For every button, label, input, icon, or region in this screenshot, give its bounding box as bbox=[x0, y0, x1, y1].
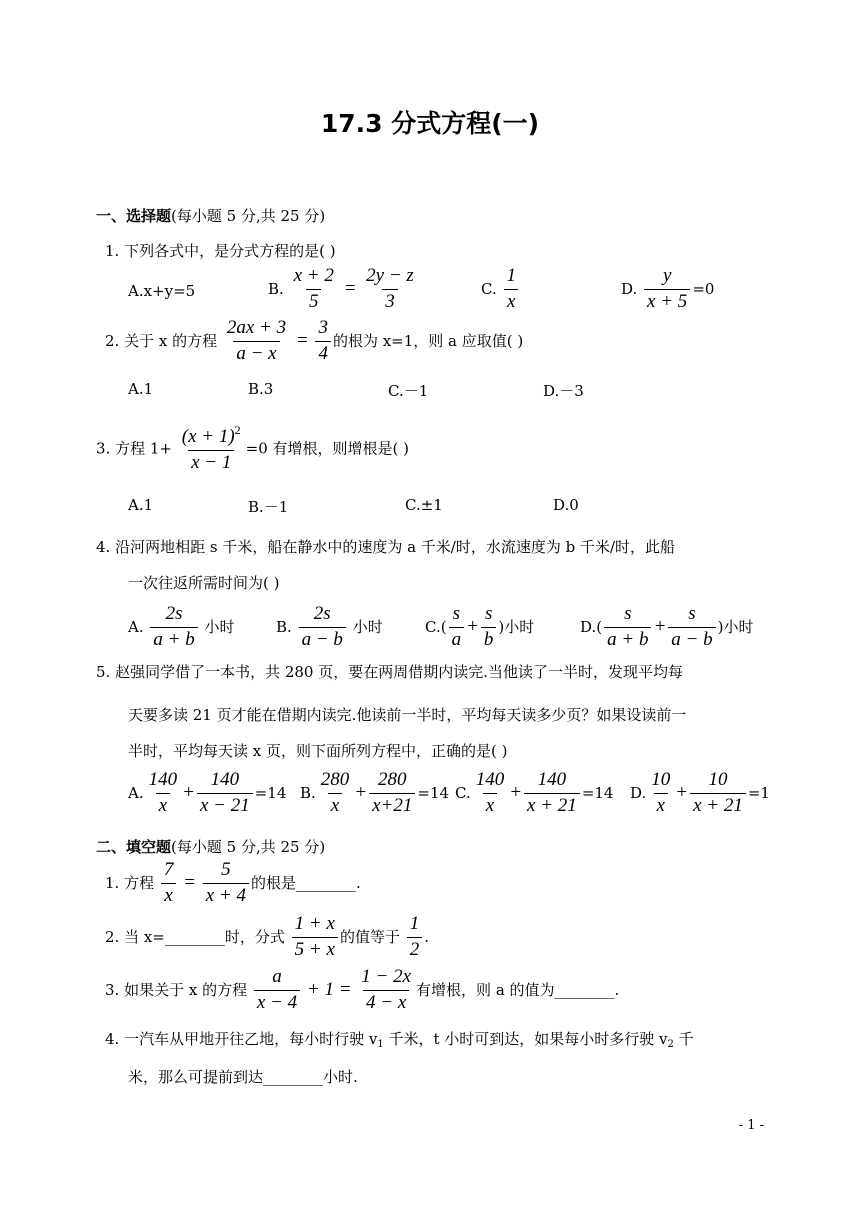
q3-option-d: D.0 bbox=[553, 496, 579, 514]
q4-option-a: A. $\frac{2s}{a + b}$ 小时 bbox=[128, 603, 235, 650]
question-1-stem: 1. 下列各式中，是分式方程的是( ) bbox=[105, 242, 336, 260]
q5-option-c: C. $\frac{140}{x}$ + $\frac{140}{x + 21}$ =14 bbox=[455, 769, 614, 816]
page-number: - 1 - bbox=[738, 1118, 764, 1133]
q4-option-b: B. $\frac{2s}{a - b}$ 小时 bbox=[276, 603, 383, 650]
q1-option-c: C. $\frac{1}{x}$ bbox=[481, 266, 521, 313]
section-heading-fill-in: 二、填空题(每小题 5 分,共 25 分) bbox=[96, 838, 326, 856]
fill-question-2: 2. 当 x=________时，分式 $\frac{1 + x}{5 + x}$ 的值等于 $\frac{1}{2}$ . bbox=[105, 913, 430, 960]
question-5-line-3: 半时，平均每天读 x 页，则下面所列方程中，正确的是( ) bbox=[128, 742, 508, 760]
q2-option-b: B.3 bbox=[248, 380, 274, 398]
q1-option-a: A.x+y=5 bbox=[128, 282, 196, 300]
q3-option-b: B.－1 bbox=[248, 498, 289, 516]
question-2-stem: 2. 关于 x 的方程 $\frac{2ax + 3}{a - x}$ = $\frac{3}{4}$ 的根为 x=1，则 a 应取值( ) bbox=[105, 317, 524, 364]
q2-option-c: C.－1 bbox=[388, 382, 429, 400]
q2-option-a: A.1 bbox=[128, 380, 154, 398]
q1-option-d: D. $\frac{y}{x + 5}$ =0 bbox=[621, 265, 715, 312]
fill-question-4-line-2: 米，那么可提前到达________小时. bbox=[128, 1068, 358, 1086]
fill-question-1: 1. 方程 $\frac{7}{x}$ = $\frac{5}{x + 4}$ 的根是________. bbox=[105, 859, 361, 906]
q5-option-d: D. $\frac{10}{x}$ + $\frac{10}{x + 21}$ =1 bbox=[630, 769, 770, 816]
q5-option-b: B. $\frac{280}{x}$ + $\frac{280}{x+21}$ =14 bbox=[300, 769, 450, 816]
q5-option-a: A. $\frac{140}{x}$ + $\frac{140}{x - 21}$ =14 bbox=[128, 769, 287, 816]
question-5-line-2: 天要多读 21 页才能在借期内读完.他读前一半时，平均每天读多少页？如果设读前一 bbox=[128, 706, 687, 724]
q2-option-d: D.－3 bbox=[543, 382, 584, 400]
question-4-line-2: 一次往返所需时间为( ) bbox=[128, 574, 280, 592]
question-4-line-1: 4. 沿河两地相距 s 千米，船在静水中的速度为 a 千米/时，水流速度为 b 千米/时，此船 bbox=[96, 538, 676, 556]
q4-option-d: D.( $\frac{s}{a + b}$ + $\frac{s}{a - b}$ )小时 bbox=[580, 603, 754, 650]
fill-question-3: 3. 如果关于 x 的方程 $\frac{a}{x - 4}$ + 1 = $\frac{1 - 2x}{4 - x}$ 有增根，则 a 的值为________. bbox=[105, 966, 620, 1013]
q4-option-c: C.( $\frac{s}{a}$ + $\frac{s}{b}$ )小时 bbox=[425, 603, 535, 650]
fill-question-4-line-1: 4. 一汽车从甲地开往乙地，每小时行驶 $v_1$ 千米，t 小时可到达，如果每小时多行驶 $v_2$ 千 bbox=[105, 1030, 694, 1050]
q3-option-a: A.1 bbox=[128, 496, 154, 514]
q3-option-c: C.±1 bbox=[405, 496, 443, 514]
question-3-stem: 3. 方程 1+ $\frac{(x + 1)^2}{x - 1}$ =0 有增根，则增根是( ) bbox=[96, 423, 410, 473]
section-heading-choice: 一、选择题(每小题 5 分,共 25 分) bbox=[96, 207, 326, 225]
question-5-line-1: 5. 赵强同学借了一本书，共 280 页，要在两周借期内读完.当他读了一半时，发现平均每 bbox=[96, 663, 684, 681]
q1-option-b: B. $\frac{x + 2}{5}$ = $\frac{2y - z}{3}$ bbox=[268, 265, 414, 312]
page-title: 17.3 分式方程(一) bbox=[320, 109, 540, 138]
